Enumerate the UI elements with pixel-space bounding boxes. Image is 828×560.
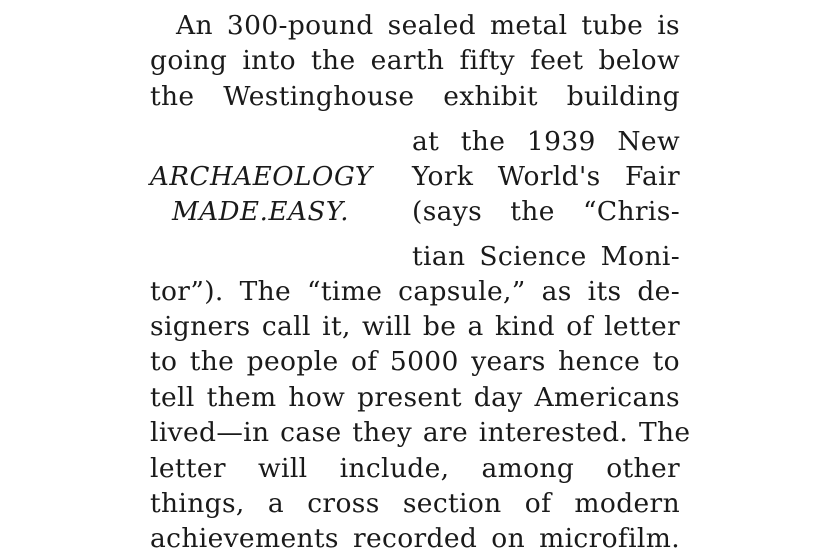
body-line-15: achievements recorded on microfilm. xyxy=(150,523,680,554)
body-line-14: things, a cross section of modern xyxy=(150,488,680,519)
kicker-line-2: MADE.EASY. xyxy=(172,197,350,227)
body-line-13: letter will include, among other xyxy=(150,453,680,484)
body-line-7: tian Science Moni- xyxy=(412,241,680,272)
body-line-5: York World's Fair xyxy=(412,161,680,192)
body-line-10: to the people of 5000 years hence to xyxy=(150,346,680,377)
body-line-3: the Westinghouse exhibit building xyxy=(150,81,680,112)
body-line-6: (says the “Chris- xyxy=(412,196,680,227)
body-line-12: lived—in case they are interested. The xyxy=(150,417,691,448)
body-line-8: tor”). The “time capsule,” as its de- xyxy=(150,276,680,307)
body-line-9: signers call it, will be a kind of letter xyxy=(150,311,680,342)
body-line-4: at the 1939 New xyxy=(412,126,680,157)
kicker-line-1: ARCHAEOLOGY xyxy=(150,162,373,192)
body-line-1: An 300-pound sealed metal tube is xyxy=(176,10,680,41)
body-line-11: tell them how present day Americans xyxy=(150,382,680,413)
body-line-2: going into the earth fifty feet below xyxy=(150,45,680,76)
